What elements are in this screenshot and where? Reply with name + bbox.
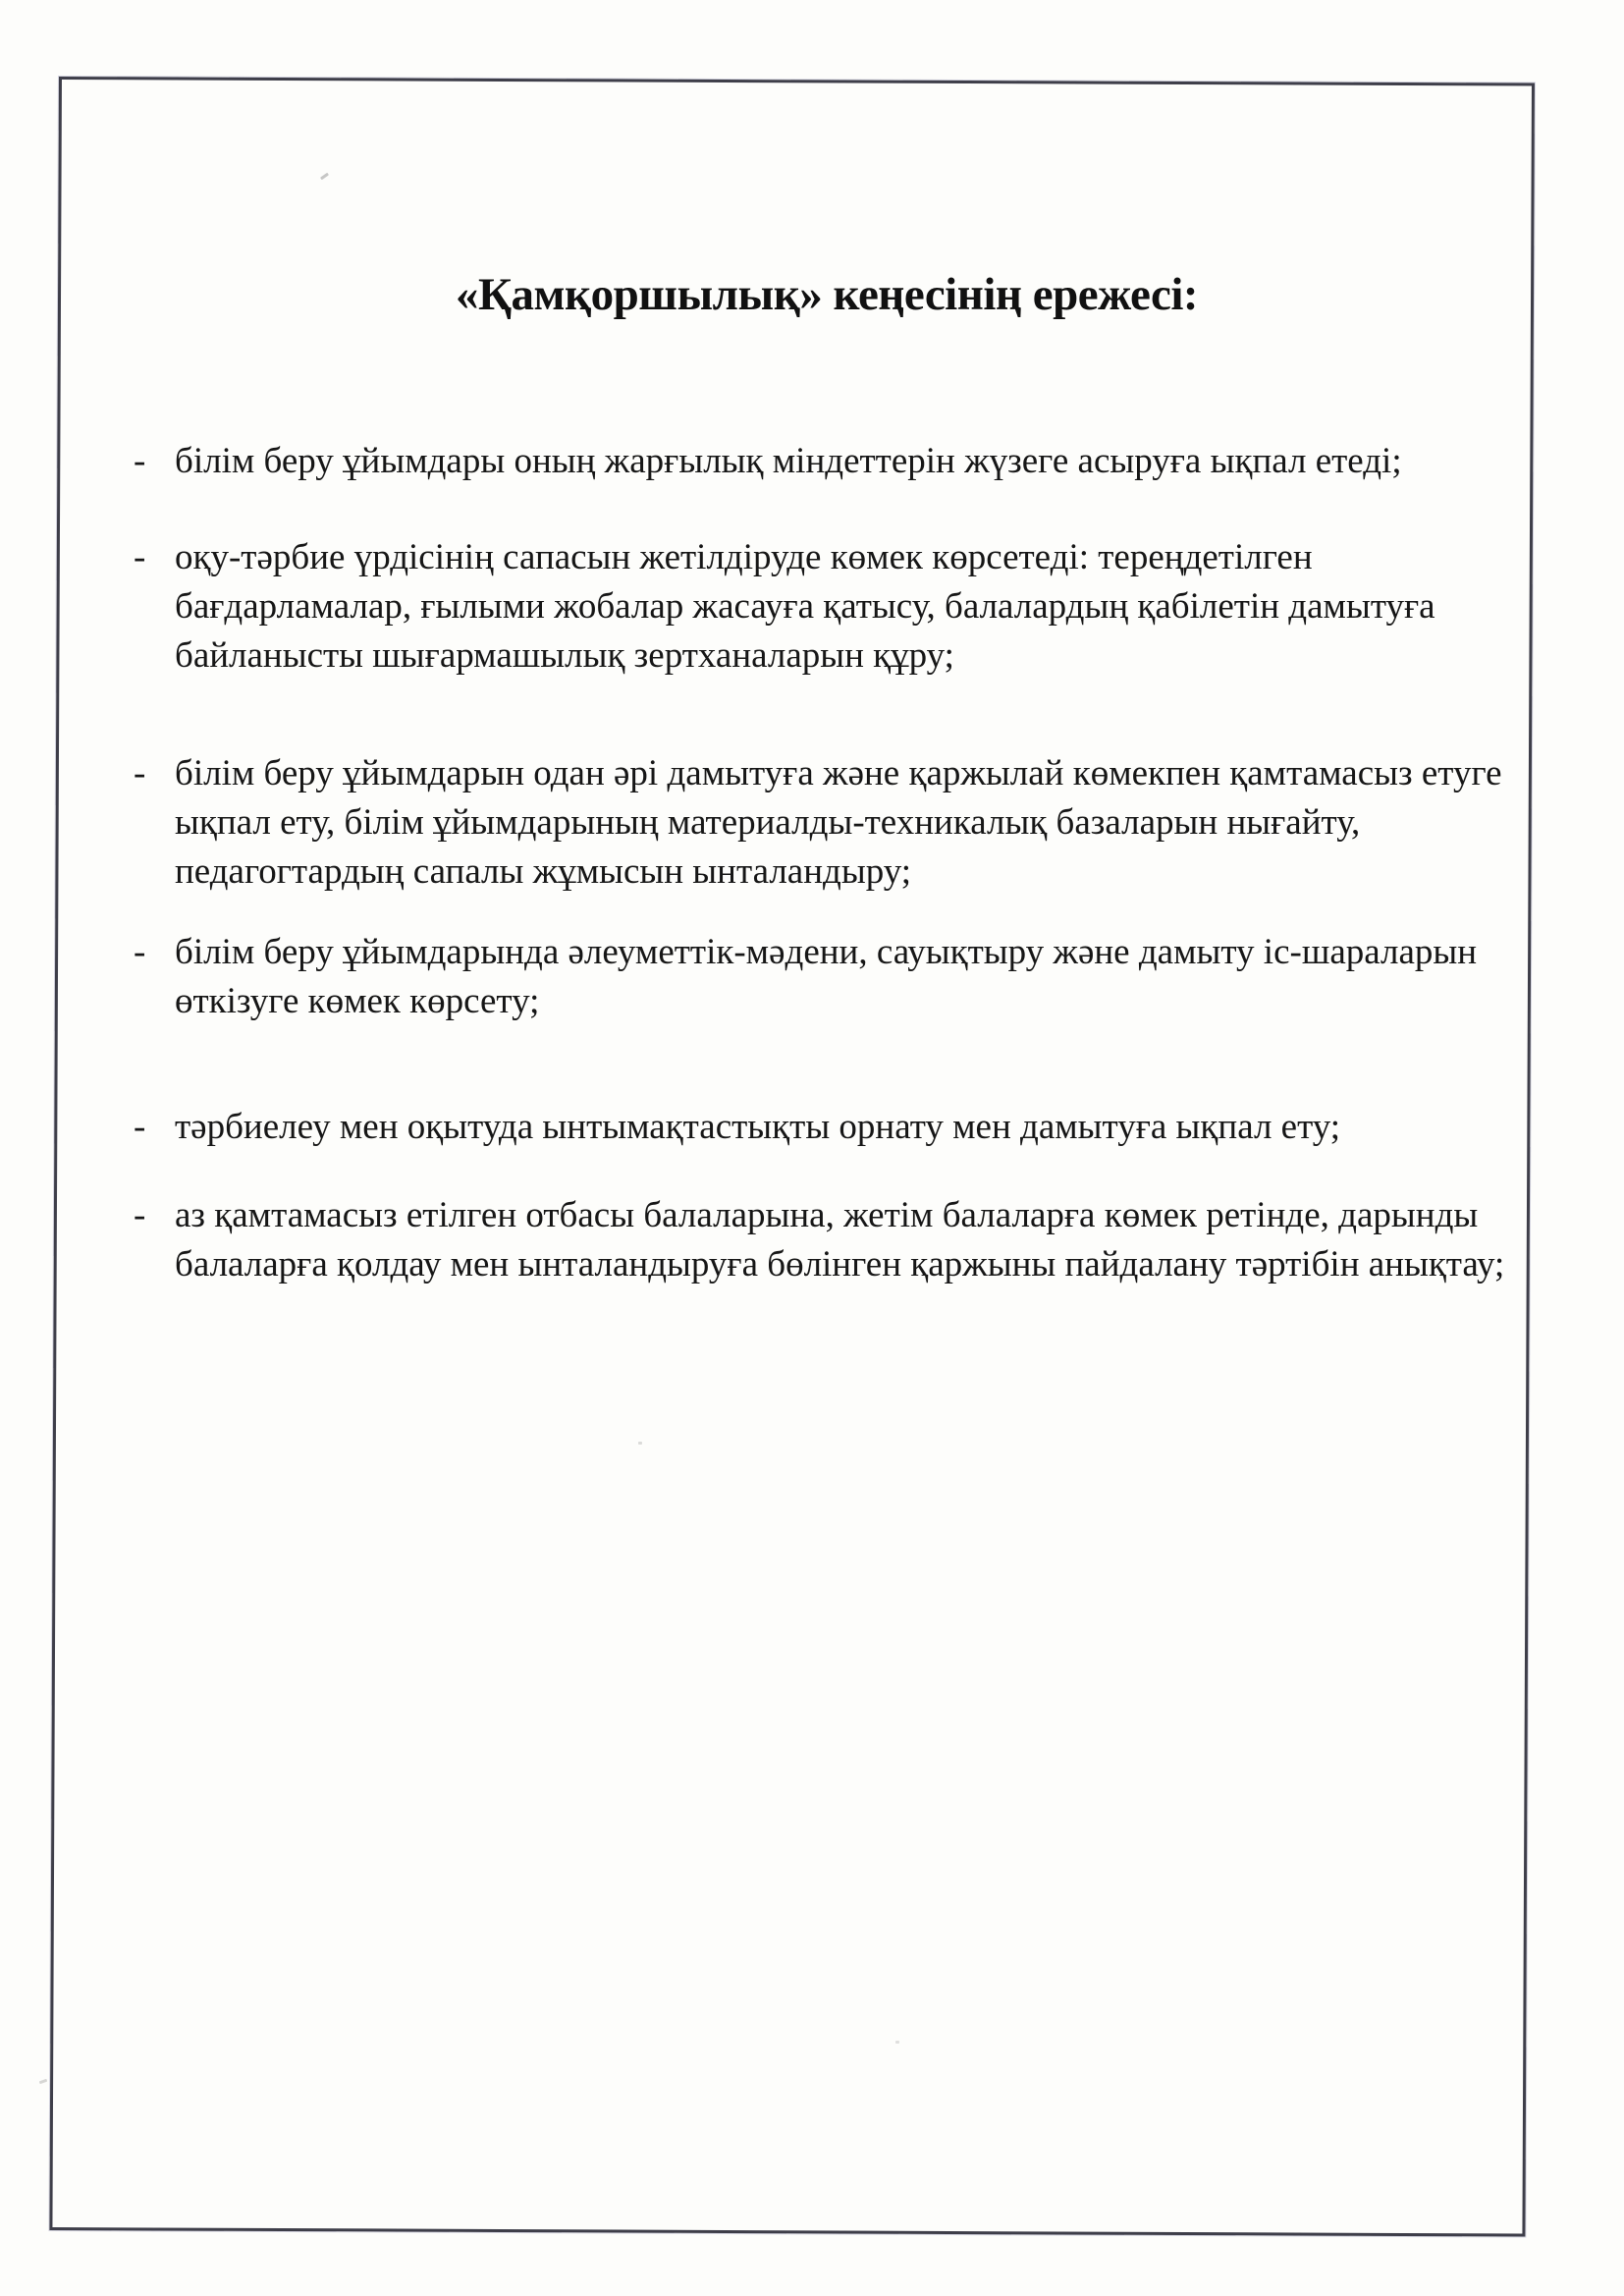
bullet-dash: - bbox=[134, 1195, 146, 1235]
scan-speck bbox=[895, 2041, 899, 2044]
bullet-text: білім беру ұйымдарында әлеуметтік-мәдени, сауықтыру және дамыту іс-шараларын өткізуге көмек көрсету; bbox=[175, 932, 1478, 1021]
bullet-dash: - bbox=[134, 932, 146, 972]
bullet-dash: - bbox=[134, 537, 146, 577]
list-item bbox=[130, 1191, 1524, 1289]
bullet-text: білім беру ұйымдары оның жарғылық міндеттерін жүзеге асыруға ықпал етеді; bbox=[175, 441, 1402, 481]
document-content bbox=[130, 263, 1524, 1289]
page-title: «Қамқоршылық» кеңесінің ережесі: bbox=[455, 269, 1199, 320]
scan-speck bbox=[39, 2079, 48, 2085]
bullet-list bbox=[130, 437, 1524, 1289]
bullet-text: тәрбиелеу мен оқытуда ынтымақтастықты орнату мен дамытуға ықпал ету; bbox=[175, 1107, 1341, 1147]
scan-speck bbox=[638, 1442, 642, 1445]
bullet-text: аз қамтамасыз етілген отбасы балаларына, жетім балаларға көмек ретінде, дарынды балаларға қолдау мен ынталандыруға бөлінген қаржыны пайдалану тәртібін анықтау; bbox=[175, 1195, 1505, 1285]
bullet-text: білім беру ұйымдарын одан әрі дамытуға және қаржылай көмекпен қамтамасыз етуге ықпал ету, білім ұйымдарының материалды-техникалық базаларын нығайту, педагогтардың сапалы жұмысын ынталандыру; bbox=[175, 753, 1502, 892]
list-item bbox=[130, 749, 1524, 897]
list-item bbox=[130, 1103, 1524, 1152]
bullet-text: оқу-тәрбие үрдісінің сапасын жетілдіруде көмек көрсетеді: тереңдетілген бағдарламалар, ғылыми жобалар жасауға қатысу, балалардың қабілетін дамытуға байланысты шығармашылық зертханаларын құру; bbox=[175, 537, 1435, 676]
bullet-dash: - bbox=[134, 441, 146, 481]
list-item bbox=[130, 928, 1524, 1026]
bullet-dash: - bbox=[134, 753, 146, 793]
list-item bbox=[130, 533, 1524, 681]
bullet-dash: - bbox=[134, 1107, 146, 1147]
list-item bbox=[130, 437, 1524, 486]
